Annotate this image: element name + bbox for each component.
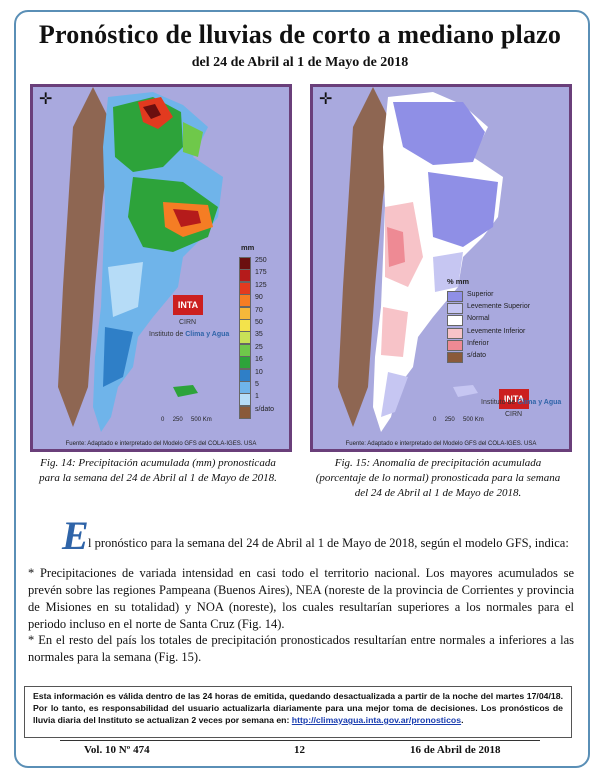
anomaly-map: [310, 84, 572, 452]
institute-prefix: Instituto de: [149, 331, 184, 338]
legend-label: 5: [255, 381, 259, 388]
footer-volume: Vol. 10 Nº 474: [84, 744, 150, 756]
legend-label: Superior: [467, 291, 494, 298]
scale-label: 250: [172, 417, 183, 423]
institute-prefix: Instituto de: [481, 399, 516, 406]
scale-label: 500 Km: [463, 417, 484, 423]
legend-title: % mm: [447, 277, 470, 286]
scale-label: 500 Km: [191, 417, 212, 423]
legend-title: mm: [241, 243, 255, 252]
legend-swatch: [239, 381, 251, 394]
legend-swatch: [447, 328, 463, 339]
legend-swatch: [239, 344, 251, 357]
legend-swatch: [239, 331, 251, 344]
compass-icon: ✛: [319, 91, 333, 108]
legend-label: 1: [255, 393, 259, 401]
anomaly-map-graphic: [313, 87, 569, 449]
legend-label: 90: [255, 294, 263, 302]
legend-label: s/dato: [467, 352, 487, 359]
legend-label: 250: [255, 257, 267, 264]
legend-label: Levemente Inferior: [467, 327, 526, 335]
figure-caption: Fig. 15: Anomalía de precipitación acumulada (porcentaje de lo normal) pronosticada para la semana del 24 de Abril al 1 de Mayo de 2018.: [315, 457, 561, 499]
validity-notice: [24, 686, 572, 738]
forecast-link[interactable]: http://climayagua.inta.gov.ar/pronosticos: [291, 715, 462, 725]
footer-date: 16 de Abril de 2018: [410, 744, 501, 756]
precipitation-map: [30, 84, 292, 452]
institute-name: [481, 399, 561, 406]
scale-bar: [161, 417, 212, 423]
legend-label: 35: [255, 331, 263, 339]
scale-label: 0: [433, 417, 437, 423]
scale-bar: [433, 417, 484, 423]
legend-label: 50: [255, 319, 263, 326]
paragraph: * Precipitaciones de variada intensidad en casi todo el territorio nacional. Los mayores acumulados se prevén sobre las regiones Pampeana (Buenos Aires), NEA (noreste de la provincia de Corrientes y provincia de Misiones en su totalidad) y NOA (noreste), los cuales resultarían superiores a los normales para el periodo incluso en el norte de Santa Cruz (Fig. 14).: [28, 566, 574, 631]
legend-swatch: [239, 294, 251, 307]
legend-label: 10: [255, 368, 263, 376]
inta-logo: INTA: [499, 389, 529, 409]
map-source: Fuente: Adaptado e interpretado del Modelo GFS del COLA-IGES. USA: [345, 441, 537, 447]
legend-label: 175: [255, 269, 267, 277]
legend-swatch: [239, 257, 251, 270]
logo-sub: CIRN: [505, 411, 523, 418]
scale-label: 250: [444, 417, 455, 423]
page-title: Pronóstico de lluvias de corto a mediano plazo: [38, 20, 562, 49]
legend-label: Inferior: [467, 339, 489, 347]
legend-label: 25: [255, 343, 263, 351]
drop-cap: E: [62, 513, 89, 558]
legend-swatch: [447, 352, 463, 363]
legend-swatch: [239, 319, 251, 332]
legend-label: 125: [255, 281, 267, 289]
map-source: Fuente: Adaptado e interpretado del Modelo GFS del COLA-IGES. USA: [65, 441, 257, 447]
notice-text: Esta información es válida dentro de las 24 horas de emitida, quedando desactualizada a partir de la noche del martes 17/04/18. Por lo tanto, es responsabilidad del usuario actualizarla diariamente para una mejor toma de decisiones. Los pronósticos de lluvia diaria del Instituto se actualizan 2 veces por semana en:: [33, 691, 563, 725]
legend-label: 16: [255, 356, 263, 364]
logo-sub: CIRN: [179, 319, 197, 326]
notice-end: .: [461, 715, 464, 725]
compass-icon: ✛: [39, 91, 53, 108]
legend-swatch: [239, 356, 251, 369]
legend-label: Normal: [467, 315, 490, 323]
legend-label: 70: [255, 306, 263, 314]
figure-caption: Fig. 14: Precipitación acumulada (mm) pronosticada para la semana del 24 de Abril al 1 de Mayo de 2018.: [39, 457, 277, 484]
footer-page-number: 12: [294, 744, 305, 756]
legend-swatch: [239, 282, 251, 295]
legend-swatch: [239, 393, 251, 406]
legend-swatch: [239, 269, 251, 282]
footer-divider: [60, 740, 540, 741]
legend-swatch: [447, 340, 463, 351]
institute-highlight: Clima y Agua: [517, 399, 562, 406]
intro-text: l pronóstico para la semana del 24 de Abril al 1 de Mayo de 2018, según el modelo GFS, indica:: [88, 536, 569, 550]
scale-label: 0: [161, 417, 165, 423]
legend-swatch: [239, 307, 251, 320]
legend-label: s/dato: [255, 405, 275, 413]
legend-swatch: [447, 303, 463, 314]
institute-name: [149, 331, 229, 338]
page-subtitle: del 24 de Abril al 1 de Mayo de 2018: [191, 55, 409, 70]
legend-swatch: [447, 315, 463, 326]
legend-swatch: [239, 369, 251, 382]
institute-highlight: Clima y Agua: [185, 331, 230, 338]
inta-logo: INTA: [173, 295, 203, 315]
legend-swatch: [239, 406, 251, 419]
paragraph: * En el resto del país los totales de precipitación pronosticados resultarían entre normales a inferiores a las normales para la semana (Fig. 15).: [28, 633, 574, 664]
legend-swatch: [447, 291, 463, 302]
legend-label: Levemente Superior: [467, 303, 531, 311]
